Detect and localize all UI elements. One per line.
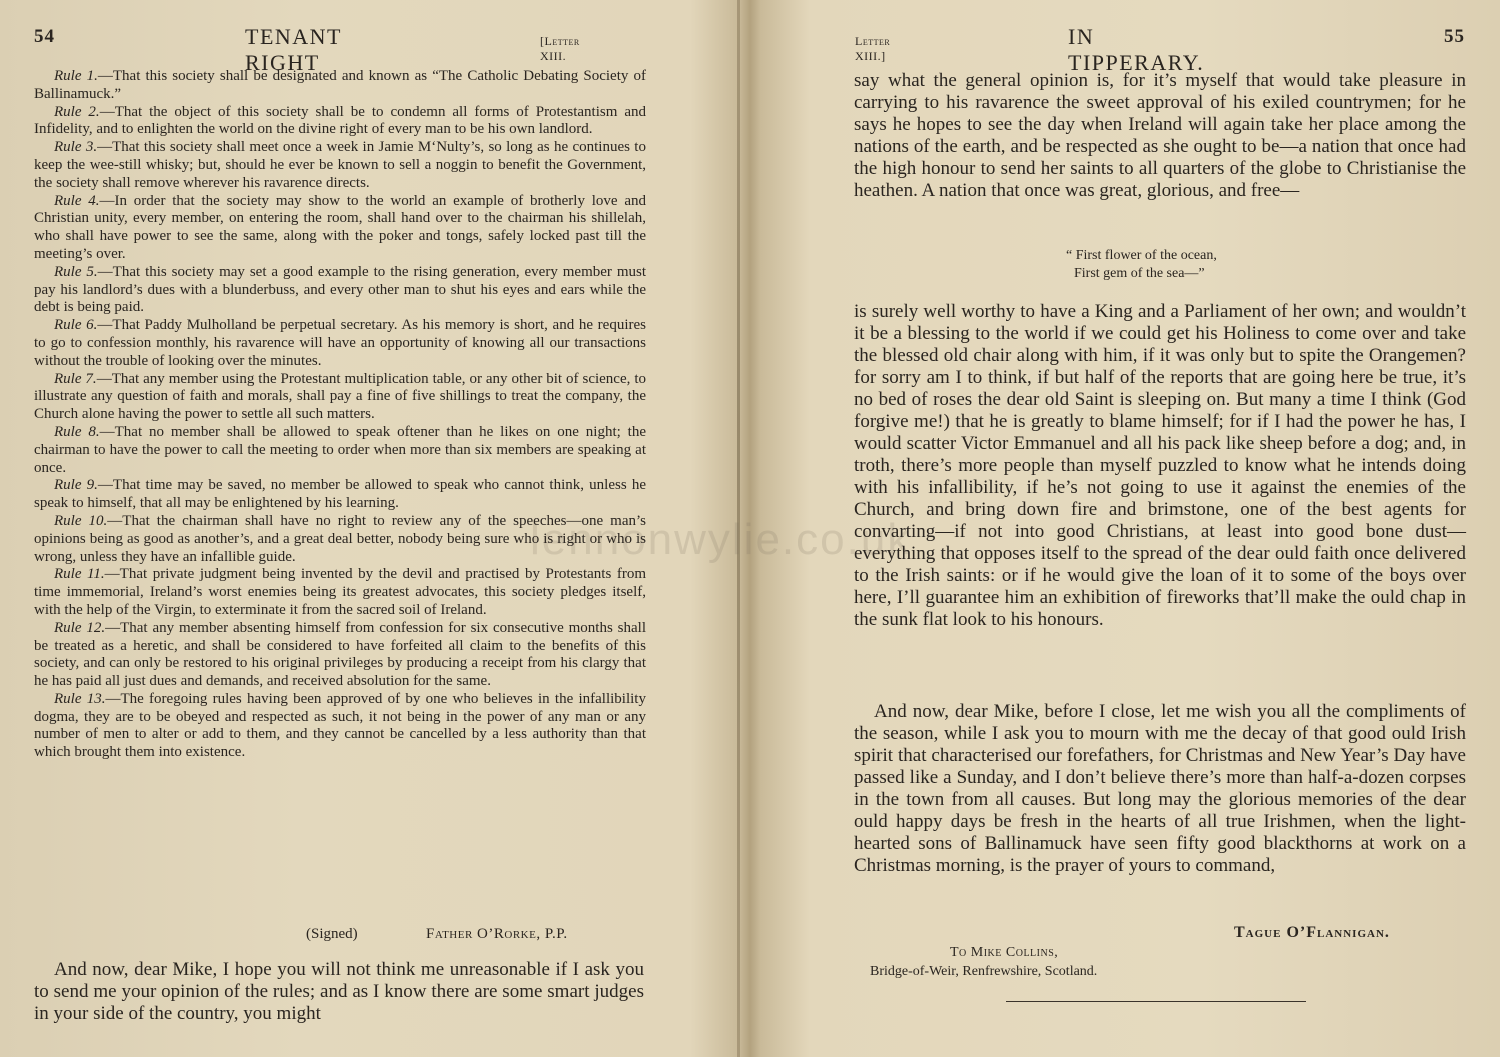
rule-text: —The foregoing rules having been approved of by one who believes in the infallibility dogma, they are to be obeyed and respected as such, it not being in the power of any man or any number of men to alter or add to them, and they cannot be cancelled by a less authority than that which brought them into existence. [34, 690, 646, 761]
rule-text: —That this society shall meet once a week in Jamie M‘Nulty’s, so long as he continues to keep the wee-still whisky; but, should he ever be known to sell a noggin to benefit the Government, the society shall remove wherever his ravarence directs. [34, 139, 646, 191]
right-paragraph-1: say what the general opinion is, for it’s myself that would take pleasure in carrying to his ravarence the sweet approval of his exiled countrymen; for he says he hopes to see the day when Ireland will again take her place among the nations of the earth, and be respected as she ought to be—a nation that once had the high honour to send her saints to all quarters of the globe to Christianise the heathen. A nation that once was great, glorious, and free— [854, 70, 1466, 201]
addressee [870, 943, 1097, 981]
signed-name: Father O’Rorke, P.P. [426, 926, 568, 942]
rule-item [34, 566, 646, 619]
poem-quote [1066, 247, 1217, 283]
rule-item [34, 104, 646, 140]
rule-item [34, 424, 646, 477]
rule-label: Rule 11. [54, 566, 105, 583]
poem-line-2: First gem of the sea—” [1074, 266, 1205, 281]
rule-text: —That no member shall be allowed to speak oftener than he likes on one night; the chairman to have the power to call the meeting to order when more than six members are speaking at once. [34, 423, 646, 476]
right-letter-tag: Letter XIII.] [855, 34, 891, 63]
rule-item [34, 513, 646, 566]
rule-text: —In order that the society may show to the world an example of brotherly love and Christian unity, every member, on entering the room, shall hand over to the chairman his shillelah, who shall have power to see the same, along with the poker and tongs, safely locked past till the meeting’s over. [34, 192, 646, 262]
rule-text: —That this society shall be designated and known as “The Catholic Debating Society of Ballinamuck.” [34, 68, 646, 102]
poem-line-1: “ First flower of the ocean, [1066, 248, 1217, 263]
left-bottom-paragraph: And now, dear Mike, I hope you will not think me unreasonable if I ask you to send me your opinion of the rules; and as I know there are some smart judges in your side of the country, you might [34, 959, 644, 1024]
rule-label: Rule 6. [54, 317, 98, 334]
rule-label: Rule 3. [54, 139, 98, 156]
closing-rule-line [1006, 1001, 1306, 1002]
watermark: lennonwylie.co.uk [530, 515, 912, 564]
rule-text: —That any member absenting himself from confession for six consecutive months shall be treated as a heretic, and shall be considered to have forfeited all claim to the benefits of this society, and can only be restored to his original privileges by producing a receipt from his clargy that he has paid all just dues and demands, and received absolution for the same. [34, 619, 646, 690]
signed-line [34, 926, 646, 948]
rule-label: Rule 8. [54, 423, 100, 440]
right-page-number: 55 [1444, 26, 1465, 47]
rule-item [34, 139, 646, 192]
rule-text: —That this society may set a good example to the rising generation, every member must pay his landlord’s dues with a blunderbuss, and every other man to shut his eyes and ears while the debt is being paid. [34, 263, 646, 316]
rule-text: —That the chairman shall have no right to review any of the speeches—one man’s opinions being as good as another’s, and a great deal better, nobody being sure who is right or who is wrong, unless they have an infallible guide. [34, 512, 646, 565]
left-page-number: 54 [34, 26, 55, 47]
rule-item [34, 264, 646, 317]
left-running-title: TENANT RIGHT [245, 24, 342, 75]
rule-label: Rule 2. [54, 103, 100, 120]
rules-list [34, 68, 646, 762]
rule-label: Rule 7. [54, 370, 97, 387]
right-page [760, 0, 1500, 1057]
rule-text: —That any member using the Protestant multiplication table, or any other bit of science, to illustrate any question of faith and morals, shall pay a fine of five shillings to treat the company, the Church alone having the power to settle all such matters. [34, 370, 646, 423]
rule-label: Rule 5. [54, 263, 98, 280]
rule-text: —That Paddy Mulholland be perpetual secretary. As his memory is short, and he requires to go to confession monthly, his ravarence will have an opportunity of knowing all our transactions without the trouble of looking over the minutes. [34, 317, 646, 369]
rule-item [34, 68, 646, 104]
rule-label: Rule 1. [54, 68, 98, 84]
rule-label: Rule 12. [54, 619, 106, 636]
signature: Tague O’Flannigan. [1234, 924, 1390, 941]
left-letter-tag: [Letter XIII. [540, 34, 580, 63]
right-paragraph-3: And now, dear Mike, before I close, let me wish you all the compliments of the season, while I ask you to mourn with me the decay of that good ould Irish spirit that characterised our forefathers, for Christmas and New Year’s Day have passed like a Sunday, and I don’t believe there’s more than half-a-dozen corpses in the town from all causes. But long may the glorious memories of the dear ould happy days be fresh in the hearts of all true Irishmen, when the light-hearted sons of Ballinamuck have seen fifty good blackthorns at work on a Christmas morning, is the prayer of yours to command, [854, 701, 1466, 876]
rule-item [34, 317, 646, 370]
rule-item [34, 371, 646, 424]
rule-item [34, 620, 646, 691]
rule-item [34, 193, 646, 264]
rule-label: Rule 10. [54, 512, 108, 529]
rule-label: Rule 13. [54, 690, 106, 707]
signed-label: (Signed) [306, 926, 358, 942]
rule-text: —That the object of this society shall be to condemn all forms of Protestantism and Infidelity, and to enlighten the world on the divine right of every man to be his own landlord. [34, 103, 646, 138]
addressee-name: To Mike Collins, [950, 945, 1059, 960]
rule-text: —That time may be saved, no member be allowed to speak who cannot think, unless he speak to himself, that all may be enlightened by his learning. [34, 477, 646, 512]
addressee-address: Bridge-of-Weir, Renfrewshire, Scotland. [870, 964, 1098, 979]
left-page [0, 0, 740, 1057]
right-paragraph-2: is surely well worthy to have a King and a Parliament of her own; and wouldn’t it be a blessing to the world if we could get his Holiness to come over and take the blessed old chair along with him, if it was only but to spite the Orangemen? for sorry am I to think, if but half of the reports that are going here be true, it’s no bed of roses the dear old Saint is sleeping on. But many a time I think (God forgive me!) that he is greatly to blame himself; for if I had the power he has, I would scatter Victor Emmanuel and all his pack like sheep before a dog; and, in troth, there’s more people than myself puzzled to know what he intends doing with his infallibility, if he’s not going to use it against the enemies of the Church, and bring down fire and brimstone, one of the best agents for convarting—if not into good Christians, at least into good bone dust—everything that opposes itself to the spread of the dear ould faith once delivered to the Irish saints: or if he would give the loan of it to some of the boys over here, I’ll guarantee him an exhibition of fireworks that’ll make the ould chap in the sunk flat look to his honours. [854, 301, 1466, 630]
rule-item [34, 691, 646, 762]
rule-item [34, 477, 646, 513]
rule-label: Rule 4. [54, 192, 100, 209]
rule-label: Rule 9. [54, 477, 98, 494]
rule-text: —That private judgment being invented by the devil and practised by Protestants from time immemorial, Ireland’s worst enemies being its greatest advocates, this society pledges itself, with the help of the Virgin, to exterminate it from the sacred soil of Ireland. [34, 566, 647, 618]
right-running-title: IN TIPPERARY. [1068, 24, 1205, 75]
